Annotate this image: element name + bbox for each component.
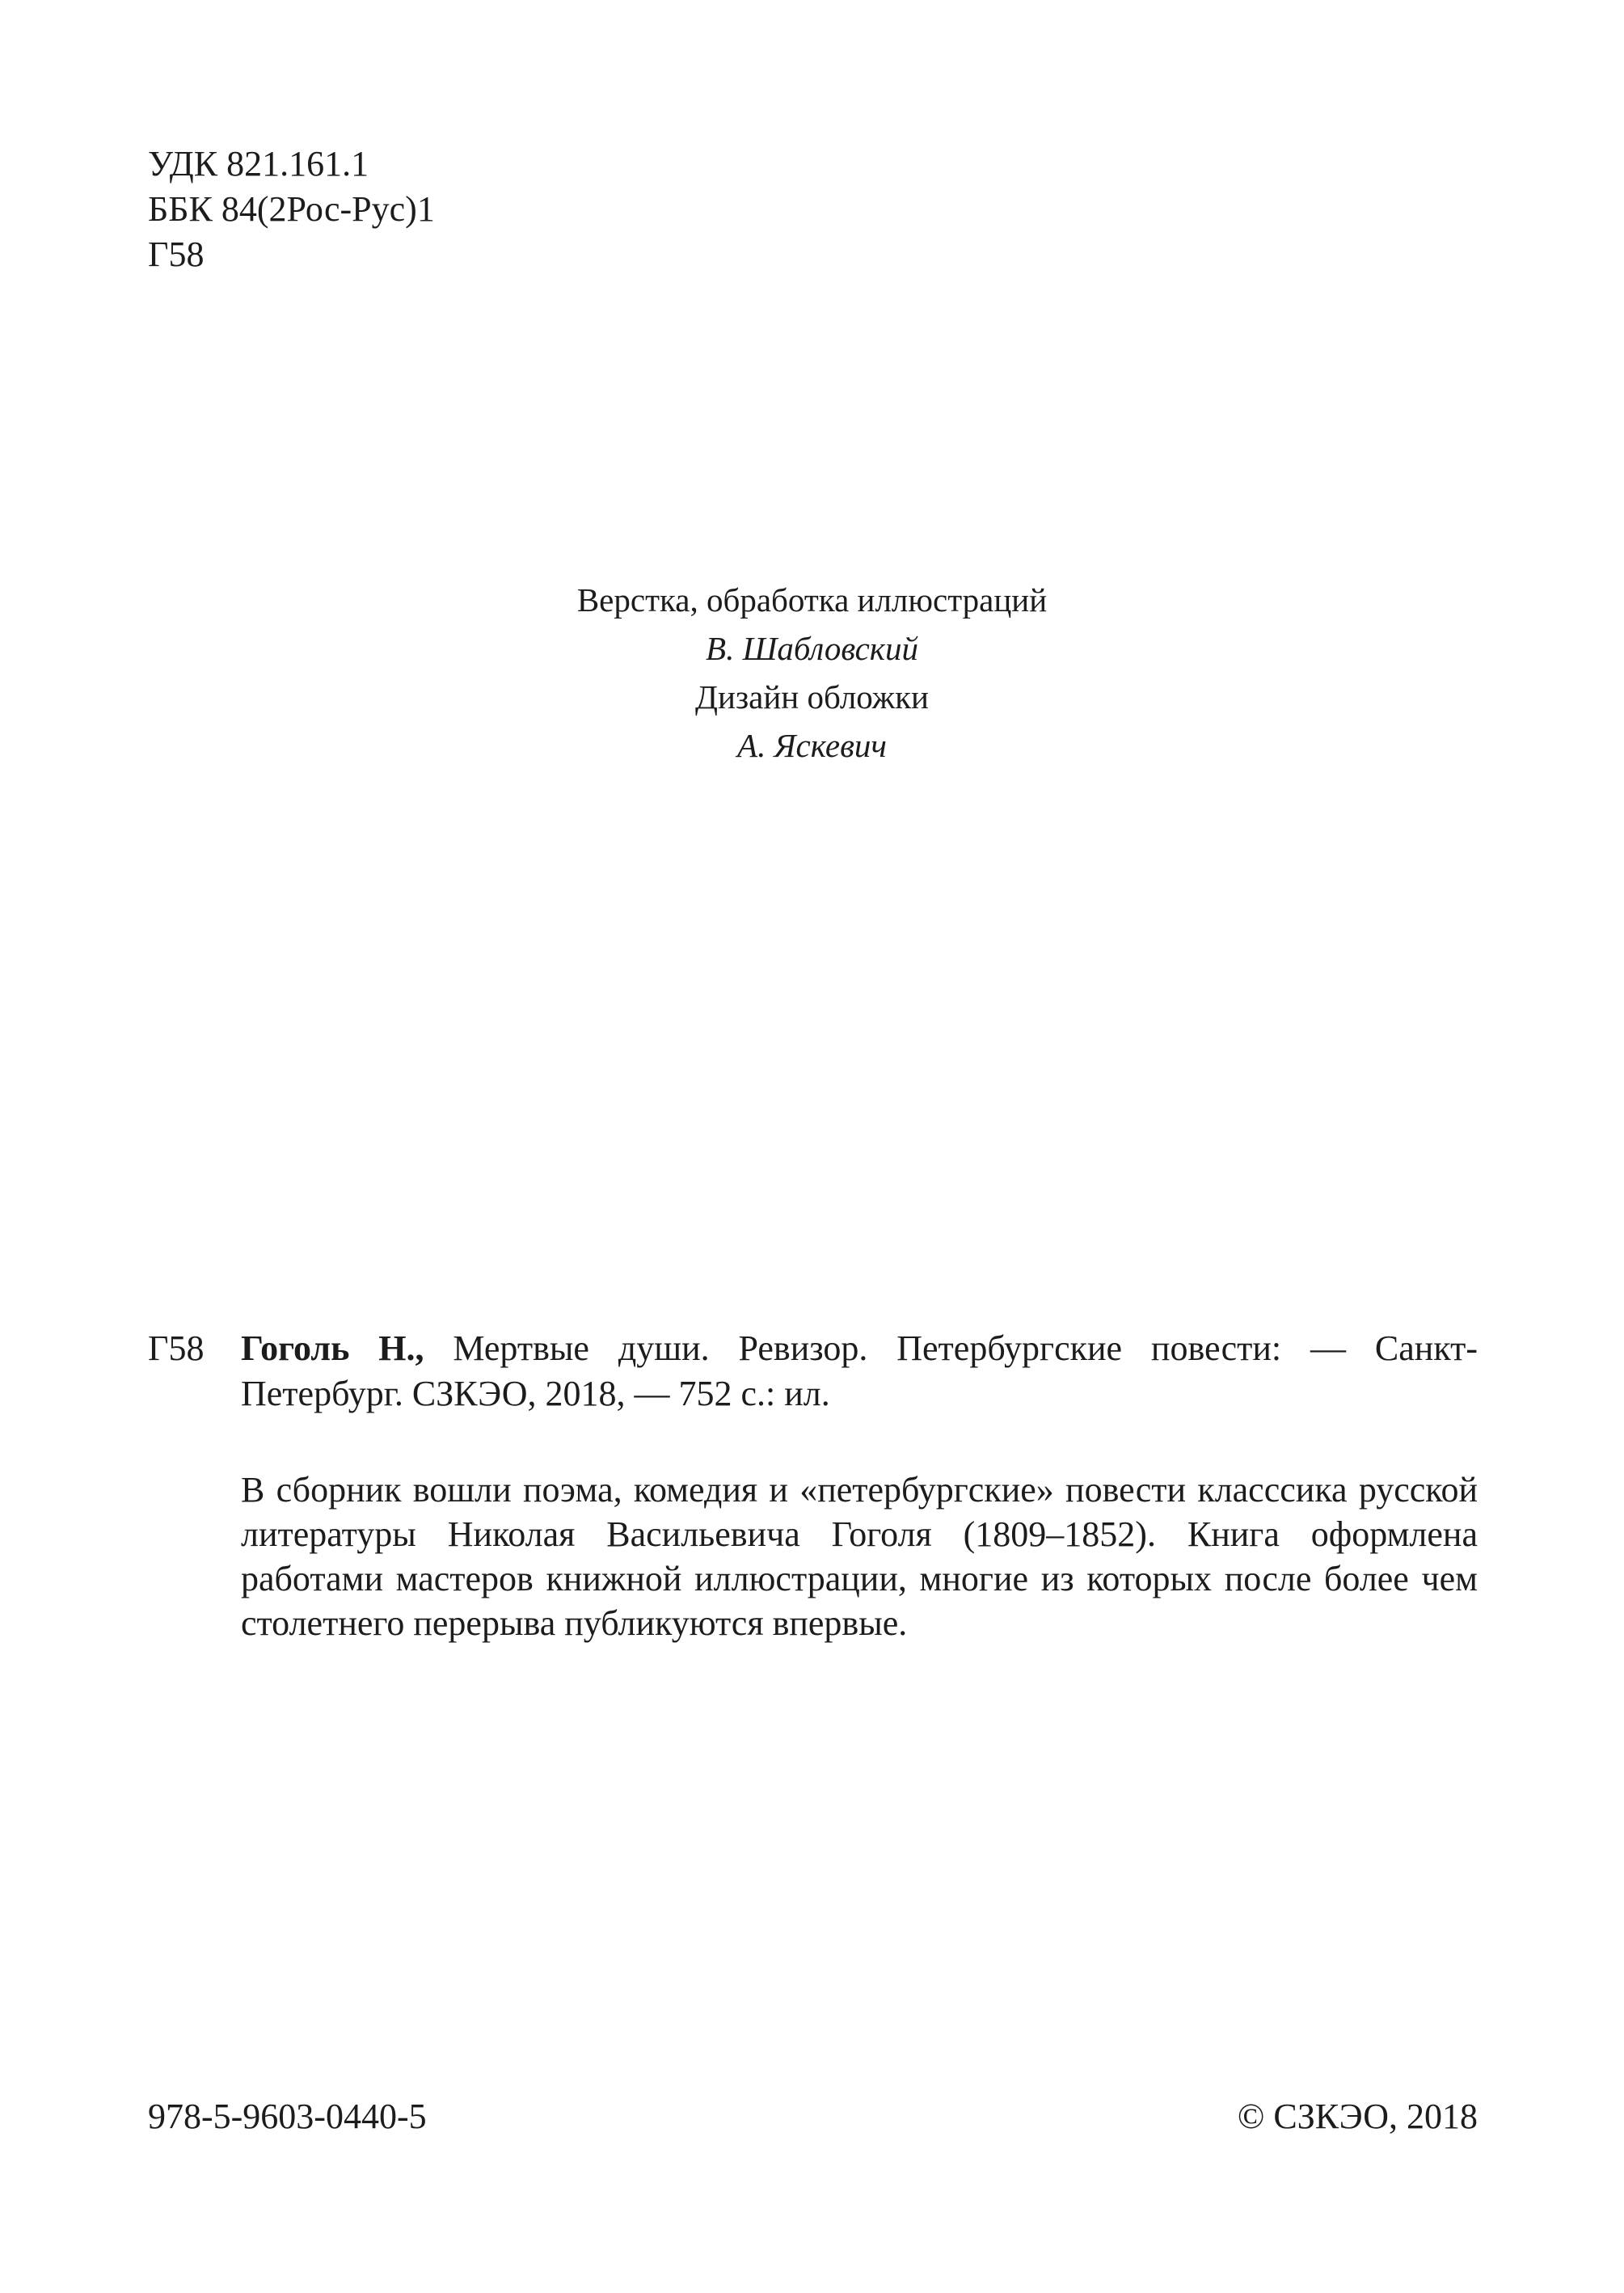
bibliographic-record [148,1326,1478,1417]
record-author-mark: Г58 [148,1328,205,1368]
bbk-code: ББК 84(2Рос-Рус)1 [148,189,435,229]
record-author: Гоголь Н., [241,1328,424,1368]
copyright-notice: © СЗКЭО, 2018 [1237,2097,1478,2136]
layout-person: В. Шабловский [706,630,918,667]
cover-person: А. Яскевич [737,727,887,764]
record-description: Мертвые души. Ревизор. Петербургские повести: — Санкт-Петербург. СЗКЭО, 2018, — 752 с.: ил. [241,1328,1478,1413]
udk-code: УДК 821.161.1 [148,144,369,184]
cover-role: Дизайн обложки [695,678,929,716]
author-mark: Г58 [148,234,205,274]
annotation-text: В сборник вошли поэма, комедия и «петербургские» повести класссика русской литературы Николая Васильевича Гоголя (1809–1852). Книга оформлена работами мастеров книжной иллюстрации, многие из которых после более чем столетнего перерыва публикуются впервые. [241,1470,1478,1643]
record-entry [241,1326,1478,1417]
isbn: 978-5-9603-0440-5 [148,2097,427,2136]
catalog-codes [148,141,435,277]
layout-role: Верстка, обработка иллюстраций [576,581,1048,619]
credits-block [0,576,1624,770]
